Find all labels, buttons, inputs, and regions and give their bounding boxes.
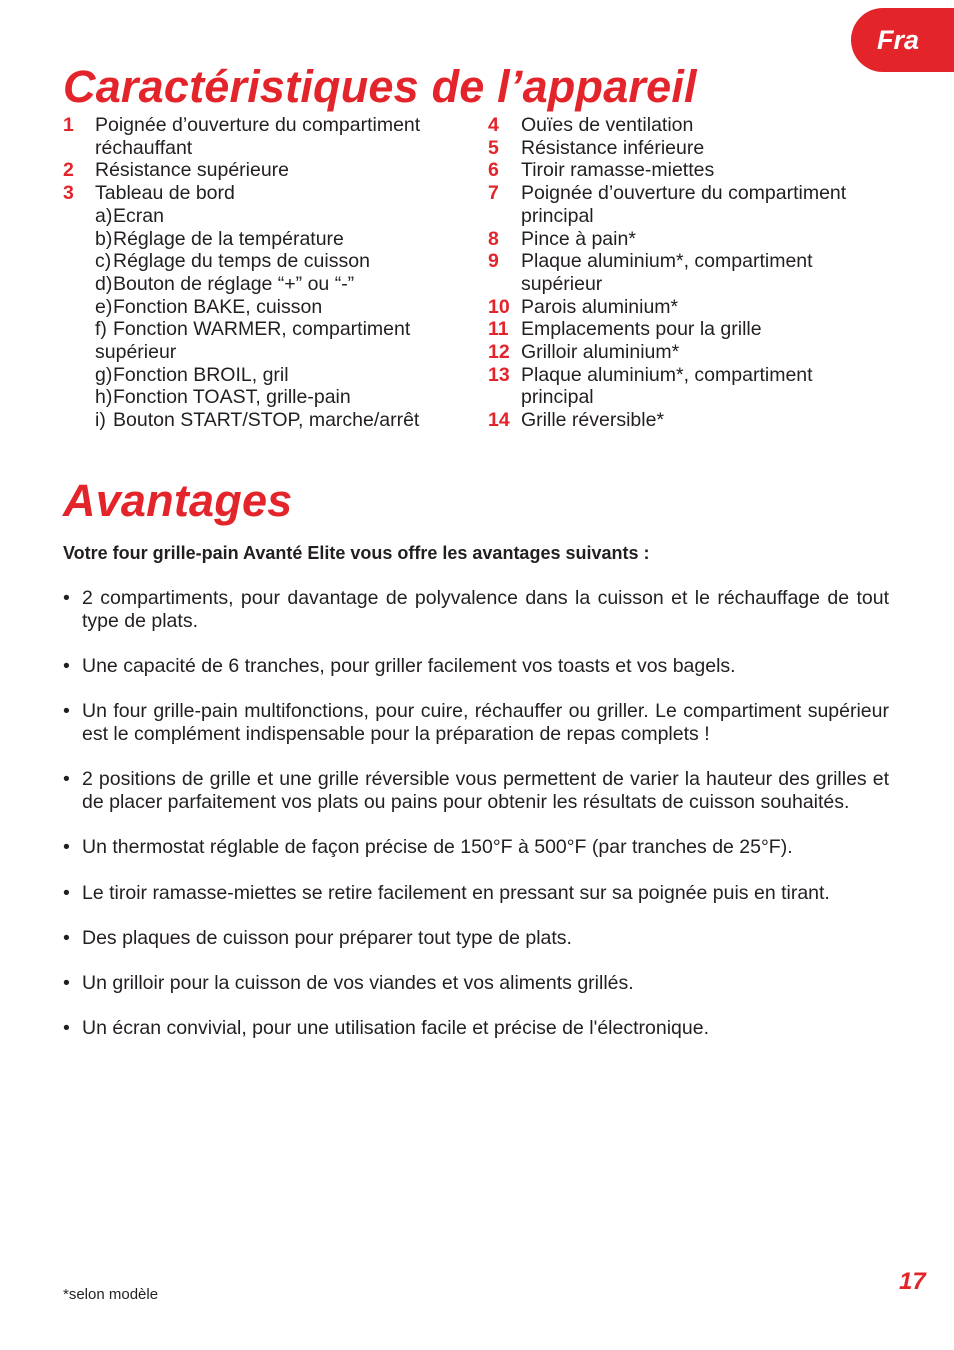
part-number: 8 [488, 227, 499, 250]
bullet-icon: • [63, 926, 70, 949]
bullet-icon: • [63, 768, 70, 791]
advantages-list [63, 587, 889, 1063]
part-item [488, 159, 888, 182]
list-item-text: Une capacité de 6 tranches, pour griller facilement vos toasts et vos bagels. [82, 655, 736, 677]
sub-item-label: Fonction TOAST, grille-pain [113, 386, 351, 409]
sub-item-label: Ecran [113, 204, 164, 227]
sub-item [95, 205, 463, 228]
list-item-text: 2 compartiments, pour davantage de polyvalence dans la cuisson et le réchauffage de tout type de plats. [82, 587, 889, 632]
part-number: 5 [488, 136, 499, 159]
part-number: 3 [63, 182, 74, 205]
part-item [488, 296, 888, 319]
sub-item-label: Réglage de la température [113, 227, 344, 250]
part-label: Tiroir ramasse-miettes [521, 159, 715, 182]
list-item-text: Un écran convivial, pour une utilisation facile et précise de l'électronique. [82, 1017, 709, 1040]
bullet-icon: • [63, 655, 70, 677]
part-label: Résistance inférieure [521, 136, 705, 159]
sub-item-letter: i) [95, 409, 106, 432]
parts-list-left [63, 114, 463, 432]
list-item [63, 587, 889, 655]
sub-item-letter: h) [95, 386, 113, 409]
sub-item [95, 273, 463, 296]
list-item-text: Le tiroir ramasse-miettes se retire facilement en pressant sur sa poignée puis en tirant. [82, 881, 830, 904]
part-number: 10 [488, 295, 510, 318]
part-label: Poignée d’ouverture du compartiment réchauffant [95, 114, 421, 159]
section-title-characteristics: Caractéristiques de l’appareil [63, 61, 697, 112]
list-item [63, 882, 889, 927]
part-number: 11 [488, 318, 509, 341]
part-number: 7 [488, 182, 499, 205]
list-item [63, 927, 889, 972]
advantages-intro: Votre four grille-pain Avanté Elite vous offre les avantages suivants : [63, 543, 650, 563]
bullet-icon: • [63, 587, 70, 609]
sub-item-continuation: supérieur [95, 341, 177, 364]
part-label: Plaque aluminium*, compartiment principal [521, 363, 813, 409]
bullet-icon: • [63, 836, 70, 859]
part-item [63, 159, 463, 182]
list-item-text: Un four grille-pain multifonctions, pour cuire, réchauffer ou griller. Le compartiment supérieur est le complément indispensable pour la préparation de repas complets ! [82, 700, 889, 746]
part-item [488, 364, 888, 409]
part-label: Pince à pain* [521, 227, 636, 250]
part-number: 13 [488, 363, 510, 386]
sub-item [95, 386, 463, 409]
sub-item-letter: a) [95, 204, 113, 227]
list-item [63, 1017, 889, 1062]
sub-item [95, 250, 463, 273]
part-number: 9 [488, 250, 499, 273]
list-item [63, 700, 889, 768]
sub-item [95, 364, 463, 387]
control-panel-group [95, 182, 463, 432]
sub-item-letter: e) [95, 295, 113, 318]
part-item [488, 409, 888, 432]
list-item-text: 2 positions de grille et une grille réversible vous permettent de varier la hauteur des grilles et de placer parfaitement vos plats ou pains pour obtenir les résultats de cuisson souhaités. [82, 768, 889, 814]
parts-list-right [488, 114, 888, 432]
sub-item [95, 296, 463, 319]
part-label: Grille réversible* [521, 409, 665, 432]
part-item [488, 114, 888, 137]
part-item [488, 250, 888, 295]
sub-item [95, 228, 463, 251]
sub-item-label: Bouton START/STOP, marche/arrêt [113, 409, 420, 432]
part-label: Plaque aluminium*, compartiment supérieur [521, 250, 813, 295]
part-number: 4 [488, 114, 499, 136]
sub-item-letter: g) [95, 363, 113, 386]
part-number: 6 [488, 159, 499, 182]
part-item [488, 137, 888, 160]
part-item [488, 228, 888, 251]
part-label: Résistance supérieure [95, 159, 290, 182]
part-label: Ouïes de ventilation [521, 114, 694, 136]
sub-item-label: Fonction BROIL, gril [113, 363, 289, 386]
bullet-icon: • [63, 881, 70, 904]
part-number: 1 [63, 114, 74, 136]
list-item [63, 836, 889, 881]
sub-item-letter: f) [95, 318, 107, 341]
part-number: 12 [488, 341, 510, 364]
part-label: Parois aluminium* [521, 295, 679, 318]
bullet-icon: • [63, 1017, 70, 1040]
part-label: Poignée d’ouverture du compartiment principal [521, 182, 847, 227]
part-number: 2 [63, 159, 74, 182]
footnote: *selon modèle [63, 1286, 159, 1303]
part-item [488, 182, 888, 227]
part-number: 14 [488, 409, 510, 432]
sub-item [95, 409, 463, 432]
sub-item-letter: d) [95, 272, 113, 295]
list-item [63, 972, 889, 1017]
sub-item-letter: c) [95, 250, 112, 273]
part-item [488, 318, 888, 341]
section-title-advantages: Avantages [63, 475, 293, 526]
bullet-icon: • [63, 972, 70, 995]
bullet-icon: • [63, 700, 70, 723]
list-item [63, 655, 889, 700]
part-item [488, 341, 888, 364]
sub-item-label: Fonction BAKE, cuisson [113, 295, 323, 318]
sub-item-label: Bouton de réglage “+” ou “-” [113, 272, 355, 295]
sub-item-label: Fonction WARMER, compartiment [113, 318, 411, 341]
language-tab: Fra [851, 8, 954, 72]
list-item-text: Des plaques de cuisson pour préparer tout type de plats. [82, 926, 572, 949]
sub-item-label: Réglage du temps de cuisson [113, 250, 370, 273]
sub-item [95, 318, 463, 341]
list-item [63, 768, 889, 836]
part-label: Grilloir aluminium* [521, 341, 680, 364]
part-item [63, 114, 463, 159]
list-item-text: Un grilloir pour la cuisson de vos viandes et vos aliments grillés. [82, 972, 634, 995]
part-label: Tableau de bord [95, 182, 235, 205]
list-item-text: Un thermostat réglable de façon précise de 150°F à 500°F (par tranches de 25°F). [82, 836, 793, 859]
part-label: Emplacements pour la grille [521, 318, 762, 341]
sub-item-letter: b) [95, 227, 113, 250]
page-number: 17 [899, 1268, 926, 1295]
part-item [63, 182, 463, 432]
